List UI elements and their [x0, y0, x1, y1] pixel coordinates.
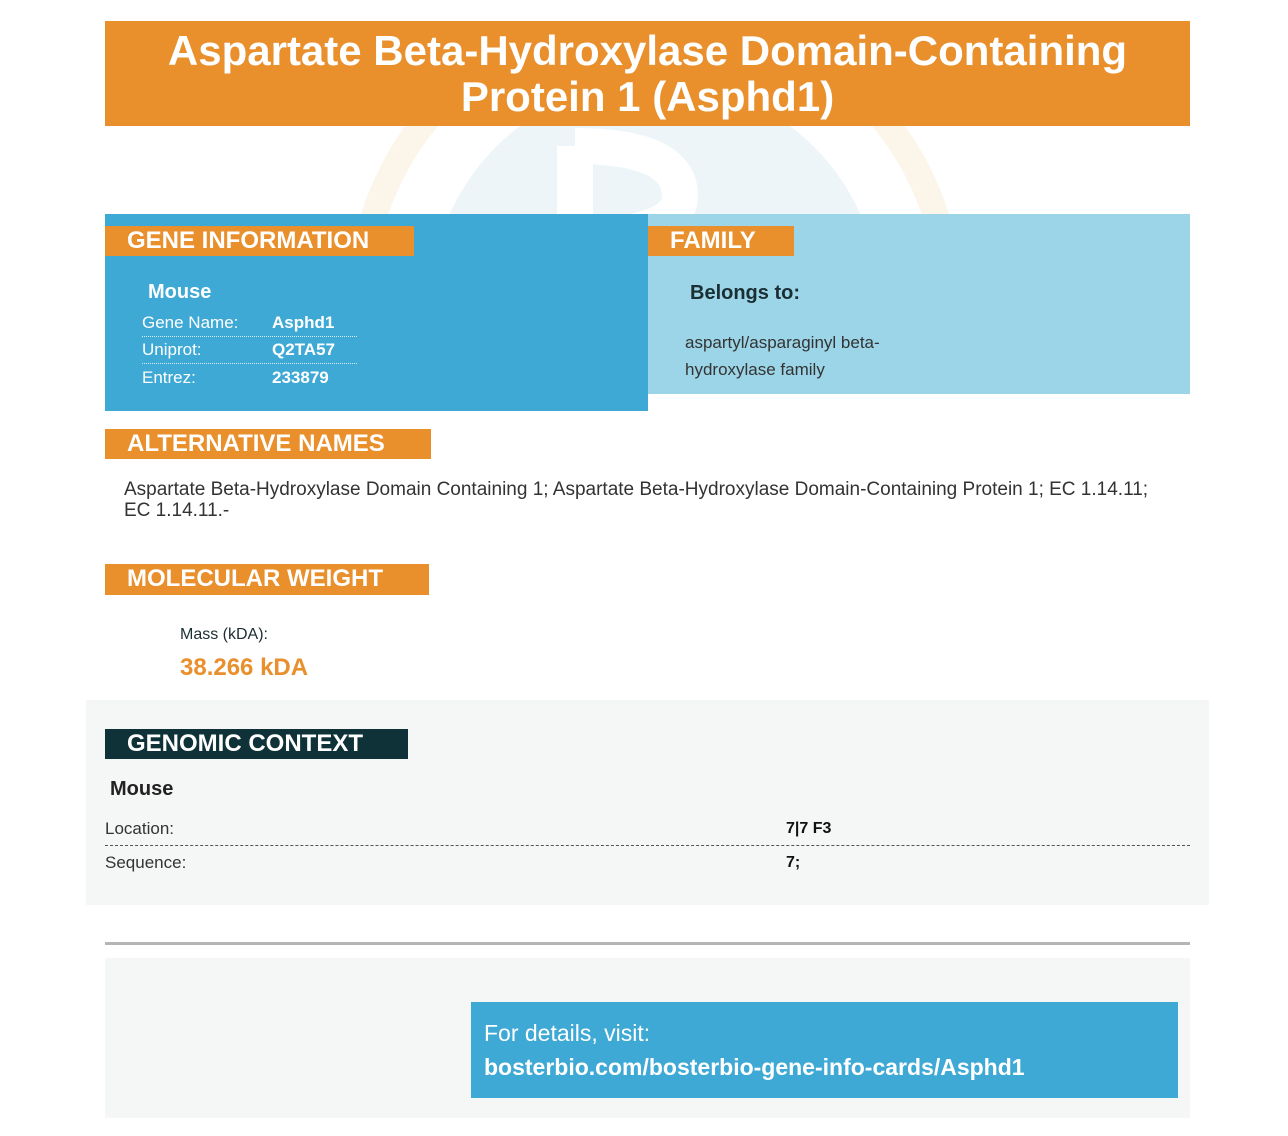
gene-info-row — [142, 309, 357, 337]
genomic-species: Mouse — [110, 778, 174, 800]
family-panel — [648, 214, 1190, 394]
gene-info-row — [142, 336, 357, 364]
title-banner — [105, 21, 1190, 126]
family-description: aspartyl/asparaginyl beta-hydroxylase family — [685, 333, 880, 379]
sequence-value: 7; — [786, 854, 801, 871]
gene-info-label: Uniprot: — [142, 340, 202, 359]
sequence-label: Sequence: — [105, 853, 187, 872]
gene-information-panel — [105, 214, 648, 411]
gene-species: Mouse — [148, 281, 212, 303]
details-link[interactable]: bosterbio.com/bosterbio-gene-info-cards/Asphd1 — [484, 1054, 1025, 1080]
location-label: Location: — [105, 819, 174, 838]
gene-info-value: 233879 — [272, 368, 329, 387]
alternative-names-text: Aspartate Beta-Hydroxylase Domain Containing 1; Aspartate Beta-Hydroxylase Domain-Containing Protein 1; EC 1.14.11; EC 1.14.11.- — [124, 479, 1149, 521]
gene-info-label: Gene Name: — [142, 313, 239, 332]
gene-info-row — [142, 364, 357, 391]
molecular-weight-header: MOLECULAR WEIGHT — [105, 564, 429, 595]
details-label: For details, visit: — [484, 1020, 651, 1046]
mass-value: 38.266 kDA — [180, 654, 309, 681]
gene-info-value: Q2TA57 — [272, 340, 335, 359]
mass-label: Mass (kDA): — [180, 626, 268, 643]
details-box — [471, 1002, 1178, 1098]
family-header: FAMILY — [648, 226, 794, 256]
sequence-row — [105, 846, 1190, 879]
gene-information-header: GENE INFORMATION — [105, 226, 414, 256]
family-belongs-label: Belongs to: — [690, 282, 800, 304]
genomic-context-panel — [86, 700, 1209, 905]
alternative-names-header: ALTERNATIVE NAMES — [105, 429, 431, 459]
gene-info-value: Asphd1 — [272, 313, 335, 332]
page-title: Aspartate Beta-Hydroxylase Domain-Containing Protein 1 (Asphd1) — [167, 26, 1128, 120]
footer-panel — [105, 958, 1190, 1118]
genomic-context-header: GENOMIC CONTEXT — [105, 729, 408, 759]
location-row — [105, 812, 1190, 846]
location-value: 7|7 F3 — [786, 820, 832, 837]
gene-info-label: Entrez: — [142, 368, 196, 387]
divider — [105, 942, 1190, 945]
watermark-logo — [340, 126, 970, 216]
